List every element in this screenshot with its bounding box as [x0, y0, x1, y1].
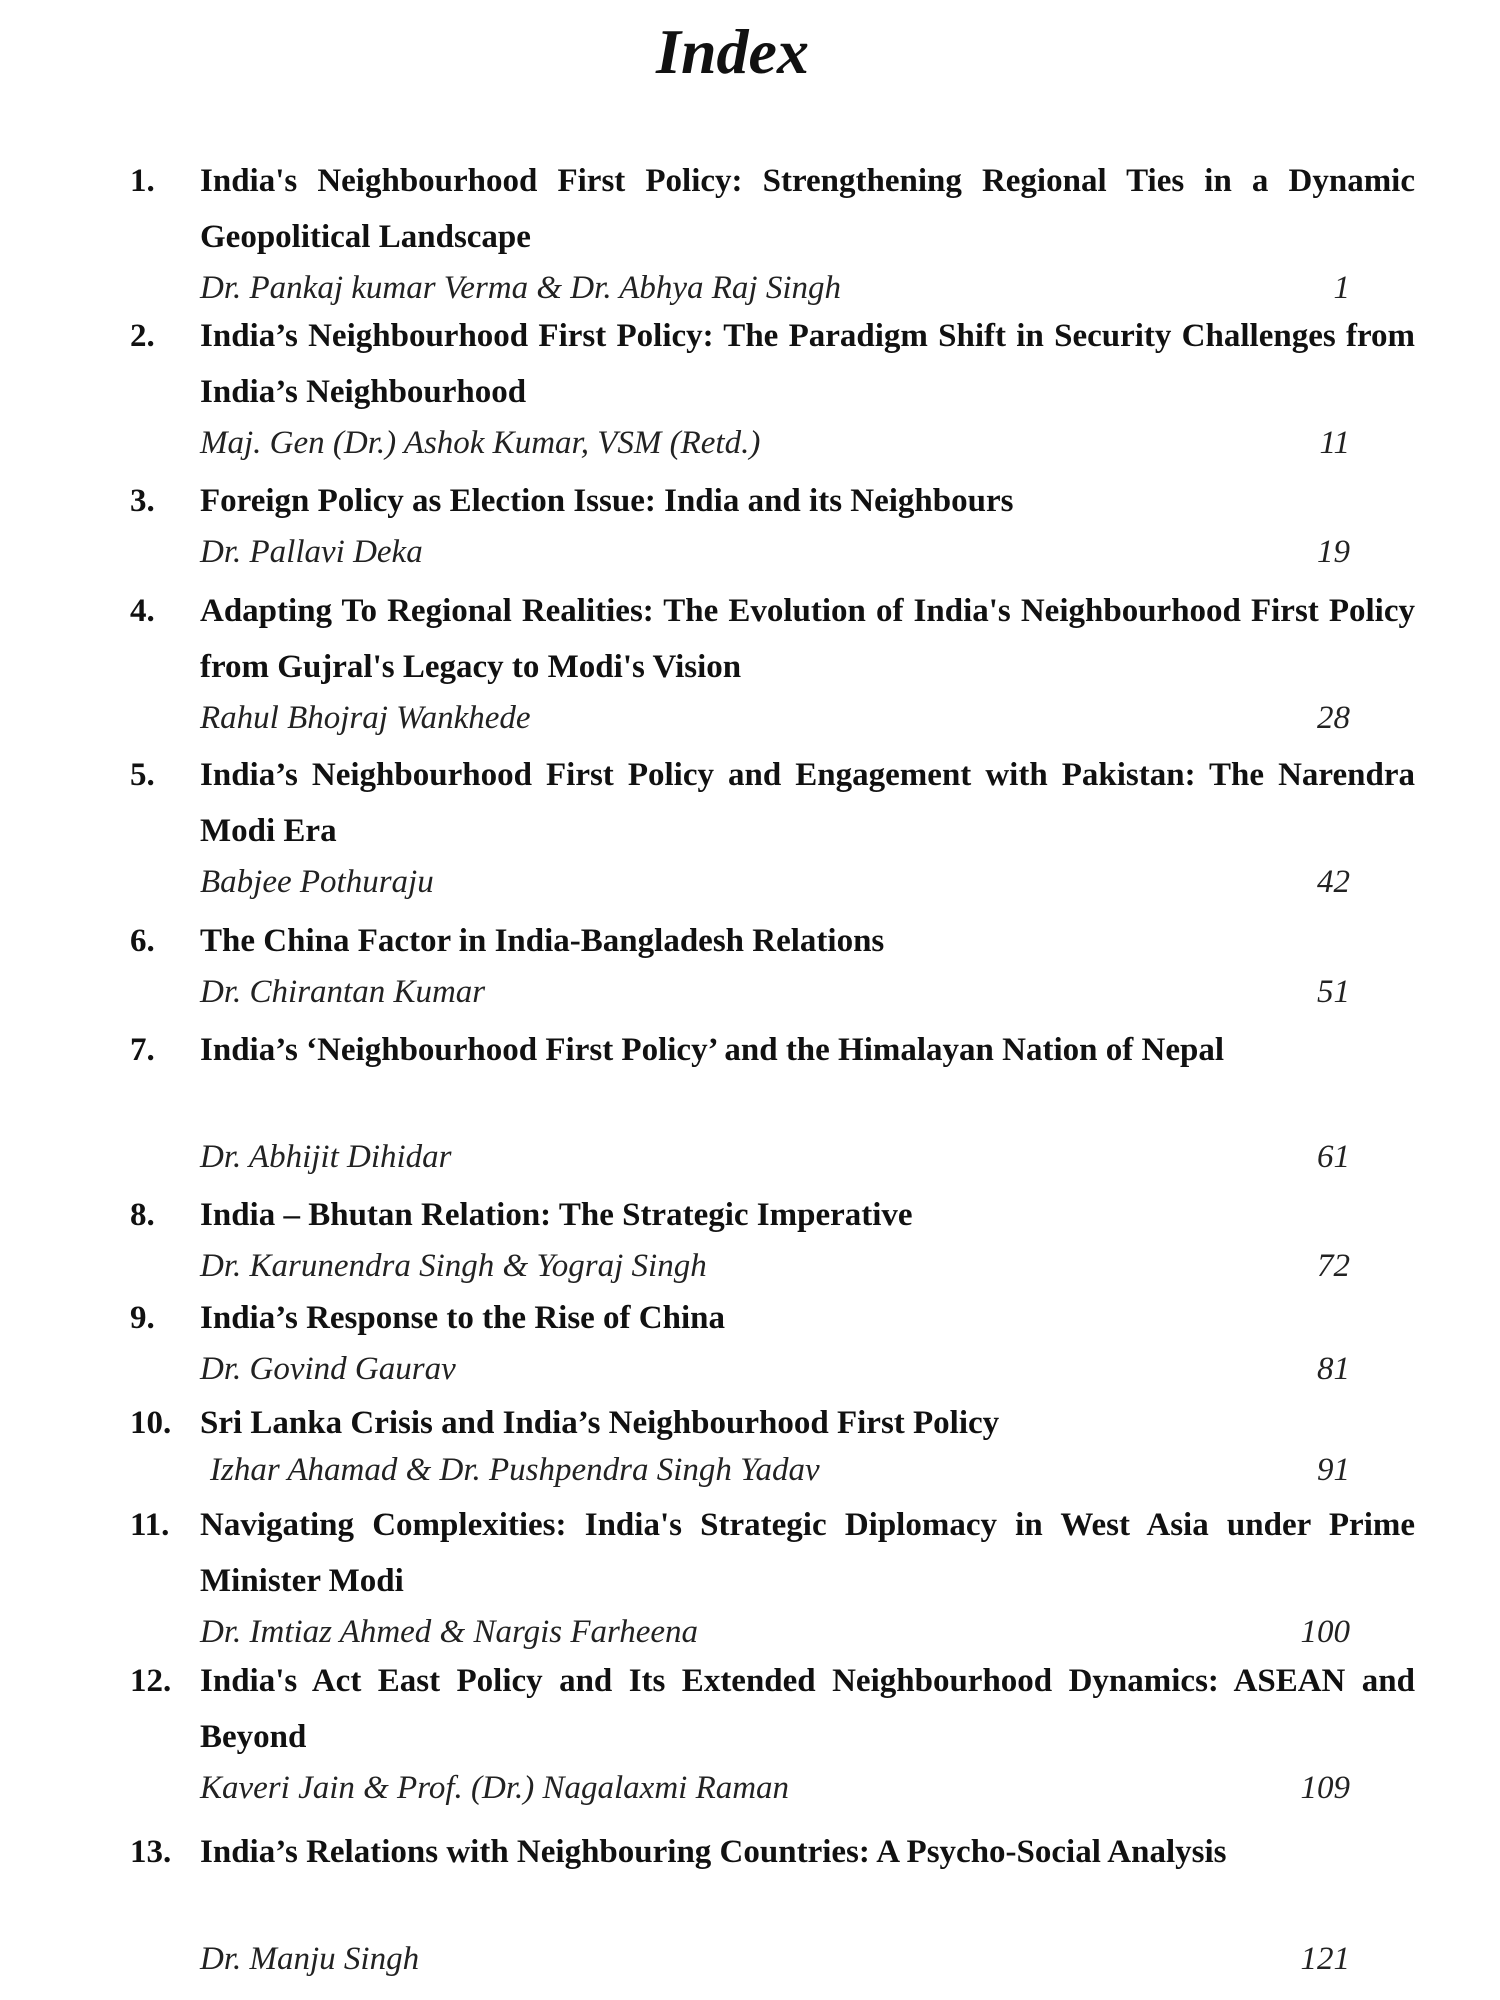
entry-author: Dr. Pankaj kumar Verma & Dr. Abhya Raj Singh	[200, 270, 842, 306]
entry-author: Dr. Chirantan Kumar	[200, 974, 486, 1010]
entry-page-number: 121	[1300, 1941, 1350, 1977]
entry-title: India’s ‘Neighbourhood First Policy’ and the Himalayan Nation of Nepal	[200, 1032, 1224, 1068]
entry-author-line	[210, 1447, 1350, 1493]
entry-title: India’s Neighbourhood First Policy: The Paradigm Shift in Security Challenges from India’s Neighbourhood	[200, 318, 1415, 410]
entry-author-line	[200, 859, 1350, 905]
entry-title: Adapting To Regional Realities: The Evolution of India's Neighbourhood First Policy from Gujral's Legacy to Modi's Vision	[200, 593, 1415, 685]
entry-title: India’s Relations with Neighbouring Countries: A Psycho-Social Analysis	[200, 1834, 1227, 1870]
entry-number: 9.	[130, 1300, 155, 1336]
entry-page-number: 19	[1317, 534, 1350, 570]
entry-number: 8.	[130, 1197, 155, 1233]
entry-number: 11.	[130, 1507, 170, 1543]
entry-title: India – Bhutan Relation: The Strategic Imperative	[200, 1197, 913, 1233]
page-title: Index	[656, 16, 809, 87]
entry-author-line	[200, 529, 1350, 575]
entry-page-number: 72	[1317, 1248, 1350, 1284]
entry-author-line	[200, 1936, 1350, 1982]
entry-number: 12.	[130, 1663, 172, 1699]
entry-title: Sri Lanka Crisis and India’s Neighbourhood First Policy	[200, 1405, 1000, 1441]
entry-author-line	[200, 1765, 1350, 1811]
entry-page-number: 109	[1300, 1770, 1350, 1806]
entry-author: Dr. Abhijit Dihidar	[200, 1139, 452, 1175]
entry-page-number: 91	[1317, 1452, 1350, 1488]
entry-author: Dr. Karunendra Singh & Yograj Singh	[200, 1248, 707, 1284]
entry-page-number: 61	[1317, 1139, 1350, 1175]
entry-author-line	[200, 1609, 1350, 1655]
entry-page-number: 1	[1333, 270, 1350, 306]
entry-number: 4.	[130, 593, 155, 629]
entry-author-line	[200, 1134, 1350, 1180]
entry-author: Dr. Manju Singh	[200, 1941, 420, 1977]
entry-number: 10.	[130, 1405, 172, 1441]
entry-author-line	[200, 265, 1350, 311]
entry-author: Dr. Imtiaz Ahmed & Nargis Farheena	[200, 1614, 699, 1650]
entry-number: 5.	[130, 757, 155, 793]
entry-page-number: 81	[1317, 1351, 1350, 1387]
entry-page-number: 42	[1317, 864, 1350, 900]
entry-author: Kaveri Jain & Prof. (Dr.) Nagalaxmi Raman	[200, 1770, 790, 1806]
entry-author: Rahul Bhojraj Wankhede	[200, 700, 531, 736]
entry-page-number: 11	[1319, 425, 1350, 461]
entry-author-line	[200, 969, 1350, 1015]
entry-author: Babjee Pothuraju	[200, 864, 434, 900]
entry-title: India's Neighbourhood First Policy: Strengthening Regional Ties in a Dynamic Geopolitical Landscape	[200, 163, 1415, 255]
entry-author-line	[200, 1243, 1350, 1289]
entry-page-number: 28	[1317, 700, 1350, 736]
entry-title: India's Act East Policy and Its Extended Neighbourhood Dynamics: ASEAN and Beyond	[200, 1663, 1415, 1755]
entry-title: Navigating Complexities: India's Strategic Diplomacy in West Asia under Prime Minister Modi	[200, 1507, 1415, 1599]
entry-author: Izhar Ahamad & Dr. Pushpendra Singh Yadav	[210, 1452, 820, 1488]
entry-number: 1.	[130, 163, 155, 199]
entry-title: India’s Response to the Rise of China	[200, 1300, 726, 1336]
entry-author-line	[200, 1346, 1350, 1392]
entry-number: 6.	[130, 923, 155, 959]
entry-title: Foreign Policy as Election Issue: India and its Neighbours	[200, 483, 1014, 519]
entry-author: Dr. Pallavi Deka	[200, 534, 423, 570]
entry-number: 7.	[130, 1032, 155, 1068]
entry-author-line	[200, 420, 1350, 466]
entry-author-line	[200, 695, 1350, 741]
entry-page-number: 51	[1317, 974, 1350, 1010]
entry-number: 13.	[130, 1834, 172, 1870]
entry-page-number: 100	[1300, 1614, 1350, 1650]
entry-author: Dr. Govind Gaurav	[200, 1351, 456, 1387]
entry-author: Maj. Gen (Dr.) Ashok Kumar, VSM (Retd.)	[200, 425, 761, 461]
entry-number: 3.	[130, 483, 155, 519]
entry-title: India’s Neighbourhood First Policy and Engagement with Pakistan: The Narendra Modi Era	[200, 757, 1415, 849]
entry-title: The China Factor in India-Bangladesh Relations	[200, 923, 885, 959]
entry-number: 2.	[130, 318, 155, 354]
